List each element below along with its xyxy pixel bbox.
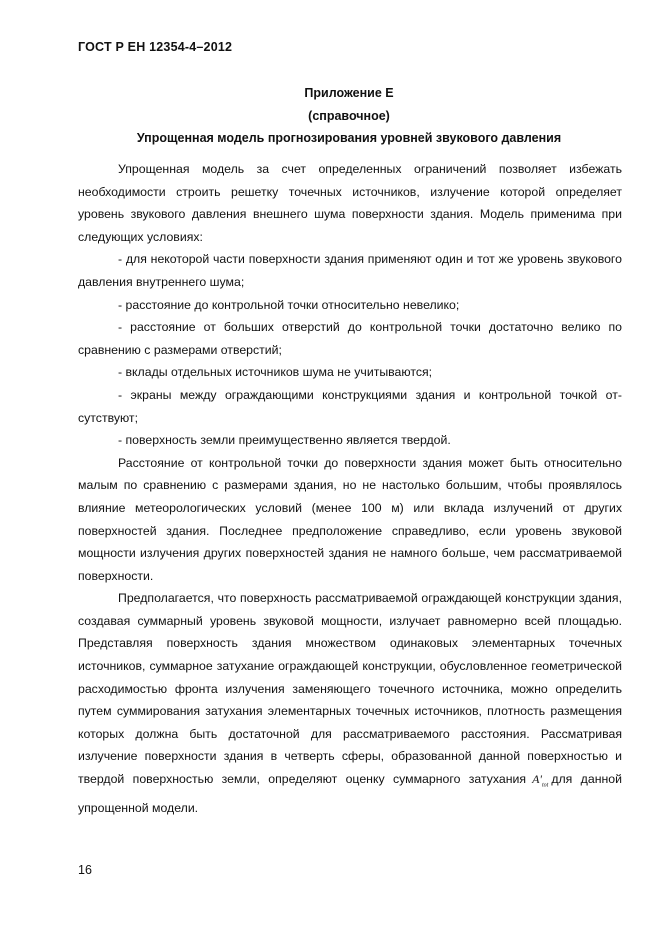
page-number: 16 [78, 863, 92, 877]
body-text [78, 158, 622, 820]
condition-item: - вклады отдельных источников шума не учитываются; [118, 365, 433, 380]
paragraph-assumption-end: для данной упрощенной модели. [78, 772, 622, 816]
formula-symbol: A' [532, 772, 542, 787]
appendix-type: (справочное) [308, 109, 390, 123]
formula-total-attenuation [532, 772, 549, 789]
appendix-heading: Упрощенная модель прогнозирования уровней звукового давления [136, 131, 562, 145]
formula-subscript: tot [541, 782, 549, 789]
condition-item: - экраны между ограждающими конструкциями здания и контрольной точкой отсутствуют; [78, 387, 622, 425]
condition-item: - поверхность земли преимущественно является твердой. [118, 433, 451, 448]
condition-item: - для некоторой части поверхности здания применяют один и тот же уровень звукового давления внутреннего шума; [78, 252, 622, 289]
condition-item: - расстояние от больших отверстий до контрольной точки достаточно велико по сравнению с размерами отверстий; [78, 320, 622, 357]
paragraph-assumption [78, 587, 622, 819]
document-standard-id: ГОСТ Р ЕН 12354-4–2012 [78, 40, 233, 54]
appendix-title: Приложение Е [304, 86, 394, 100]
condition-item: - расстояние до контрольной точки относительно невелико; [118, 297, 460, 312]
paragraph-assumption-text: Предполагается, что поверхность рассматриваемой ограждающей конструкции здания, создавая суммарный уровень звуковой мощности, излучает равномерно всей площадью. Представляя поверхность здания множеством одинаковых элементарных точечных источников, суммарное затухание ограждающей конструкции, обусловленное геометрической расходимостью фронта излучения заменяющего точечного источника, можно определить путем суммирования затухания элементарных точечных источников, плотность размещения которых должна быть достаточной для рассматриваемого расстояния. Рассматривая излучение поверхности здания в четверть сферы, образованной данной поверхностью и твердой поверхностью земли, определяют оценку суммарного затухания [78, 591, 622, 787]
paragraph-distance: Расстояние от контрольной точки до поверхности здания может быть относительно малым по сравнению с размерами здания, но не настолько большим, чтобы проявлялось влияние метеорологических условий (менее 100 м) или вклада излучений от других поверхностей здания. Последнее предположение справедливо, если уровень звуковой мощности излучения других поверхностей здания не намного больше, чем рассматриваемой поверхности. [78, 455, 622, 583]
paragraph-intro: Упрощенная модель за счет определенных ограничений позволяет избежать необходимости строить решетку точечных источников, излучение которой определяет уровень звукового давления внешнего шума поверхности здания. Модель применима при следующих условиях: [78, 162, 622, 244]
